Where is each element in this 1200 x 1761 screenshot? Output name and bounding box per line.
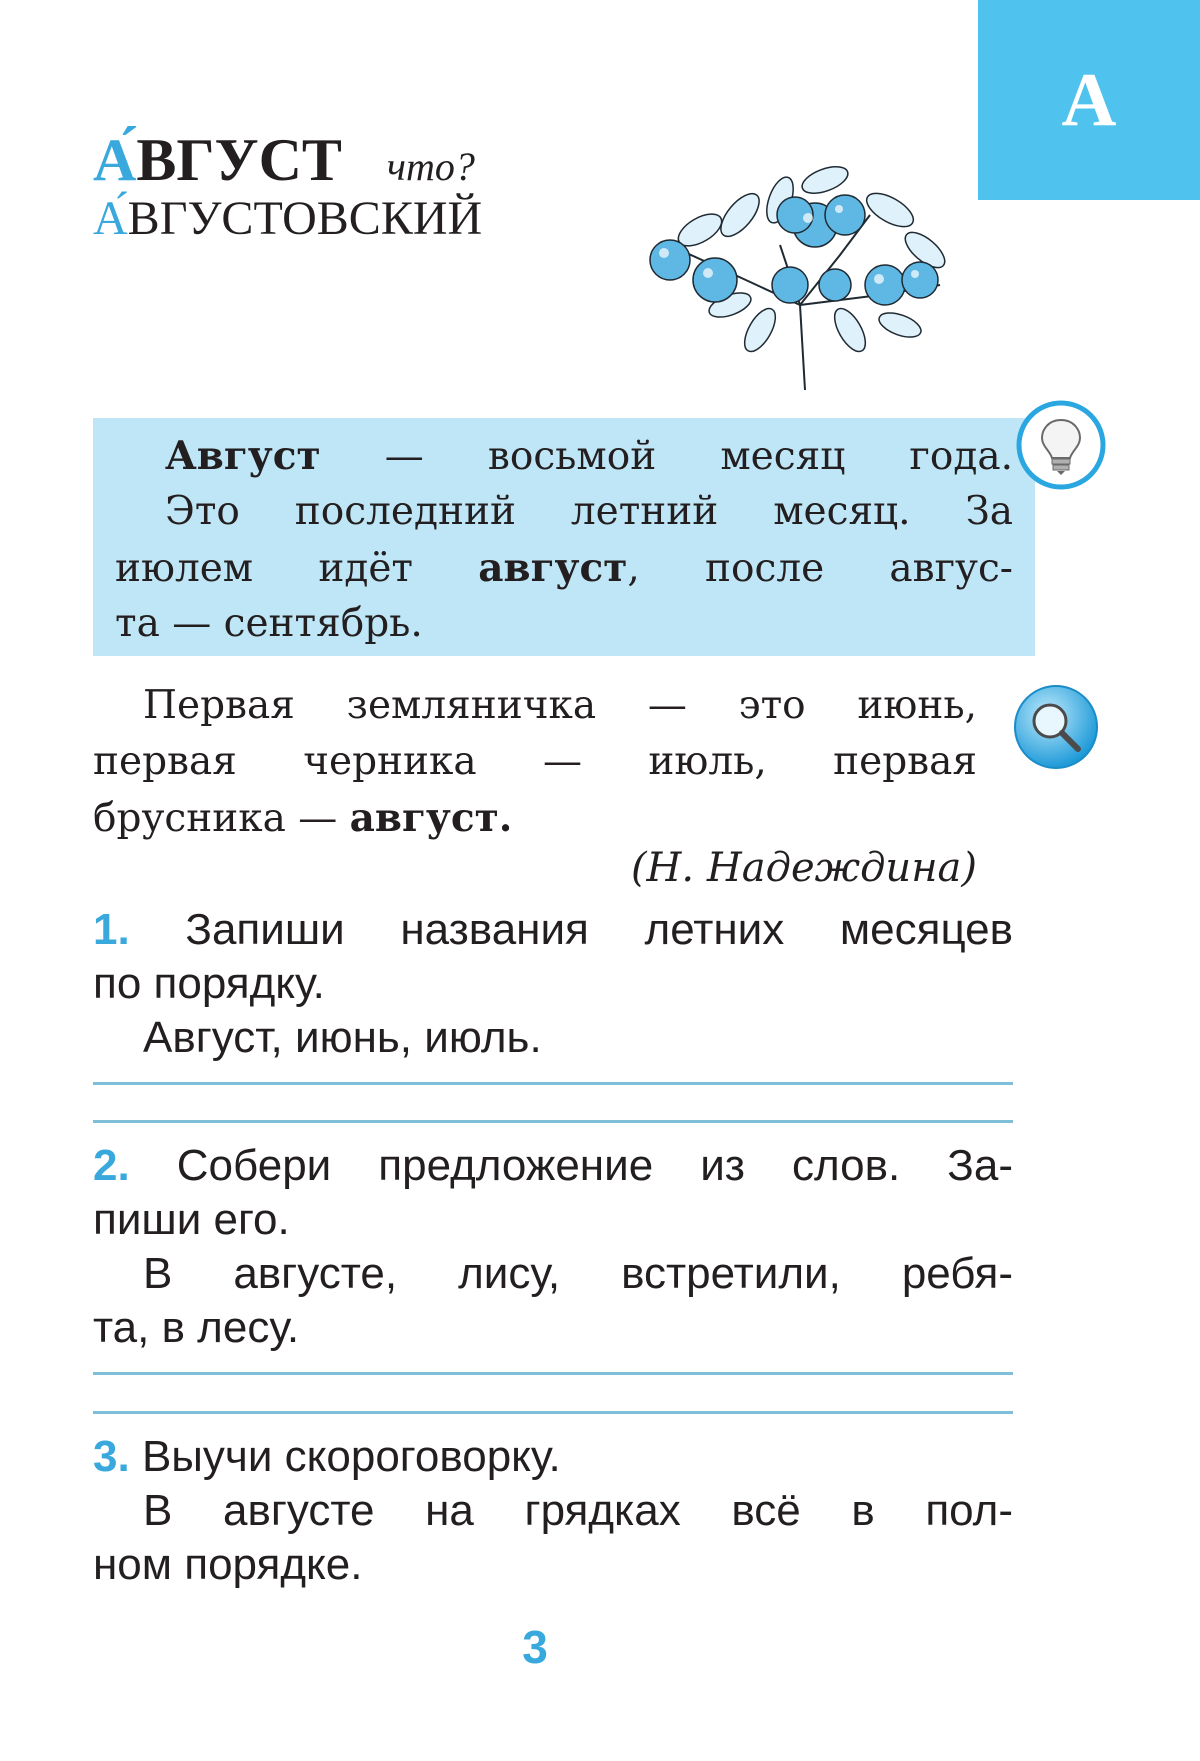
definition-text: — восьмой месяц года. (320, 434, 1013, 479)
letter-tab (978, 0, 1200, 200)
derived-accent: А́ (93, 192, 128, 245)
task-1-example: Август, июнь, июль. (143, 1013, 542, 1062)
task-text: Выучи скороговорку. (141, 1432, 561, 1481)
tab-letter: А (1061, 58, 1117, 142)
lightbulb-icon (1014, 398, 1108, 492)
task-2-example-line-2: та, в лесу. (93, 1303, 300, 1352)
quote-line-2: первая черника — июль, первая (93, 739, 977, 784)
task-3 (93, 1430, 1013, 1592)
question-label: что? (386, 144, 475, 189)
berries-illustration (640, 155, 970, 395)
headword-accent: А́ (93, 127, 137, 193)
task-2 (93, 1139, 1013, 1355)
term: Август (165, 433, 321, 479)
task-number: 2. (93, 1141, 130, 1190)
task-number: 1. (93, 905, 130, 954)
definition-text: июлем идёт (115, 546, 479, 591)
definition-line-3 (115, 540, 1013, 596)
derived-rest: ВГУСТОВСКИЙ (127, 192, 483, 245)
task-1-line-1 (93, 903, 1013, 957)
term: август. (349, 795, 513, 841)
definition-line-4: та — сентябрь. (115, 601, 423, 646)
task-2-line-1 (93, 1139, 1013, 1193)
task-number: 3. (93, 1432, 130, 1481)
task-2-line-2: пиши его. (93, 1195, 290, 1244)
task-text: Собери предложение из слов. За- (176, 1141, 1013, 1190)
task-2-example-line-1: В августе, лису, встретили, ребя- (143, 1249, 1013, 1298)
task-3-example-line-1: В августе на грядках всё в пол- (143, 1486, 1013, 1535)
quote-text: брусника — (93, 796, 350, 841)
quote-line-3 (93, 790, 977, 846)
headword-rest: ВГУСТ (136, 127, 342, 193)
headword (93, 127, 475, 193)
quote-author: (Н. Надеждина) (630, 845, 977, 891)
task-3-line-1 (93, 1430, 1013, 1484)
task-1 (93, 903, 1013, 1065)
derived-word (93, 192, 483, 245)
task-1-line-2: по порядку. (93, 959, 325, 1008)
task-text: Запиши названия летних месяцев (185, 905, 1013, 954)
definition-text: , после авгус- (627, 546, 1013, 591)
writing-line[interactable] (93, 1120, 1013, 1123)
writing-line[interactable] (93, 1372, 1013, 1375)
writing-line[interactable] (93, 1082, 1013, 1085)
quote-line-1: Первая земляничка — это июнь, (143, 683, 977, 728)
task-3-example-line-2: ном порядке. (93, 1540, 363, 1589)
term: август (478, 545, 628, 591)
definition-line-2: Это последний летний месяц. За (165, 489, 1013, 534)
magnifier-icon (1012, 683, 1100, 771)
quote (93, 678, 977, 846)
definition-box (93, 418, 1035, 656)
writing-line[interactable] (93, 1411, 1013, 1414)
page-number: 3 (522, 1621, 548, 1673)
definition-line-1 (115, 428, 1013, 484)
